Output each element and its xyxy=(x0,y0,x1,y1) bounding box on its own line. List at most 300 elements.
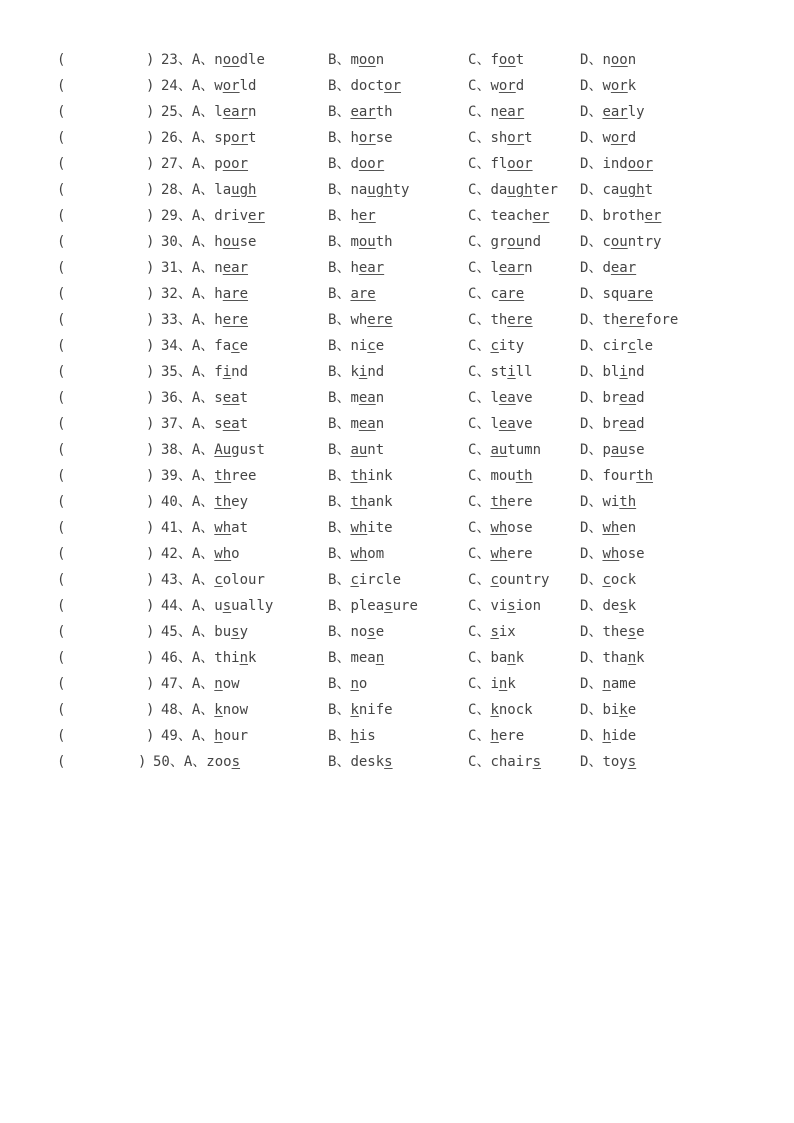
word-suffix: e xyxy=(239,338,249,354)
underlined-letters: ugh xyxy=(231,182,257,198)
option-letter: B xyxy=(328,572,337,588)
word-prefix: thi xyxy=(214,650,240,666)
word-suffix: ree xyxy=(231,468,257,484)
option-c xyxy=(468,414,533,434)
separator: 、 xyxy=(336,754,351,770)
question-row xyxy=(0,544,794,570)
answer-blank-close: ) xyxy=(146,546,155,562)
option-letter: D xyxy=(580,676,589,692)
word-prefix: n xyxy=(214,260,223,276)
option-b xyxy=(328,128,393,148)
word-suffix: e xyxy=(627,702,637,718)
word-prefix: l xyxy=(490,416,499,432)
question-number: 36 xyxy=(161,390,178,406)
answer-blank-close: ) xyxy=(138,754,147,770)
option-a xyxy=(161,414,248,434)
option-word xyxy=(602,234,661,250)
separator: 、 xyxy=(177,208,192,224)
answer-blank-close: ) xyxy=(146,338,155,354)
option-b xyxy=(328,284,376,304)
separator: 、 xyxy=(476,754,491,770)
option-c xyxy=(468,388,533,408)
option-b xyxy=(328,596,418,616)
option-letter: A xyxy=(191,702,201,718)
word-prefix: bl xyxy=(602,364,620,380)
option-letter: B xyxy=(328,208,337,224)
word-prefix: desk xyxy=(350,754,385,770)
option-word xyxy=(214,390,248,406)
option-word xyxy=(214,364,248,380)
underlined-letters: s xyxy=(231,624,240,640)
separator: 、 xyxy=(588,78,603,94)
option-b xyxy=(328,362,384,382)
option-word xyxy=(214,104,256,120)
option-d xyxy=(580,362,645,382)
question-number: 37 xyxy=(161,416,178,432)
option-d xyxy=(580,414,645,434)
underlined-letters: wh xyxy=(602,520,620,536)
underlined-letters: s xyxy=(532,754,542,770)
word-suffix: fore xyxy=(644,312,679,328)
option-word xyxy=(490,390,532,406)
option-letter: D xyxy=(580,260,589,276)
separator: 、 xyxy=(336,624,351,640)
word-prefix: fl xyxy=(490,156,508,172)
option-word xyxy=(214,520,248,536)
word-suffix: th xyxy=(375,104,393,120)
option-letter: D xyxy=(580,182,589,198)
answer-blank-close: ) xyxy=(146,728,155,744)
option-letter: B xyxy=(328,442,337,458)
option-letter: D xyxy=(580,572,589,588)
option-d xyxy=(580,336,653,356)
separator: 、 xyxy=(588,676,603,692)
word-suffix: ion xyxy=(515,598,542,614)
word-suffix: ter xyxy=(532,182,558,198)
answer-blank-open: ( xyxy=(57,130,66,146)
underlined-letters: s xyxy=(619,598,628,614)
option-letter: D xyxy=(580,624,589,640)
separator: 、 xyxy=(588,572,603,588)
option-word xyxy=(490,260,532,276)
option-letter: A xyxy=(191,546,201,562)
word-suffix: e xyxy=(636,624,645,640)
option-letter: A xyxy=(191,208,201,224)
option-word xyxy=(350,572,401,588)
word-suffix: nt xyxy=(367,442,385,458)
separator: 、 xyxy=(476,702,491,718)
option-word xyxy=(214,416,248,432)
underlined-letters: are xyxy=(350,286,376,302)
underlined-letters: s xyxy=(490,624,499,640)
separator: 、 xyxy=(169,754,184,770)
separator: 、 xyxy=(177,130,192,146)
option-letter: A xyxy=(191,494,201,510)
option-d xyxy=(580,570,636,590)
separator: 、 xyxy=(177,338,192,354)
word-suffix: d xyxy=(636,390,645,406)
word-suffix: o xyxy=(231,546,240,562)
option-word xyxy=(602,624,644,640)
word-suffix: n xyxy=(375,416,385,432)
option-word xyxy=(490,312,532,328)
option-c xyxy=(468,180,558,200)
underlined-letters: Au xyxy=(214,442,232,458)
option-b xyxy=(328,492,393,512)
option-letter: C xyxy=(468,520,477,536)
separator: 、 xyxy=(336,338,351,354)
word-suffix: ll xyxy=(515,364,533,380)
option-word xyxy=(214,78,256,94)
question-number: 44 xyxy=(161,598,178,614)
option-letter: D xyxy=(580,442,589,458)
word-prefix: h xyxy=(214,234,223,250)
option-a xyxy=(161,232,256,252)
answer-blank-open: ( xyxy=(57,156,66,172)
word-suffix: ve xyxy=(515,416,533,432)
word-suffix: t xyxy=(644,182,654,198)
option-letter: D xyxy=(580,390,589,406)
underlined-letters: er xyxy=(644,208,662,224)
separator: 、 xyxy=(336,130,351,146)
option-b xyxy=(328,466,393,486)
question-number: 42 xyxy=(161,546,178,562)
option-letter: C xyxy=(468,494,477,510)
word-prefix: na xyxy=(350,182,368,198)
option-word xyxy=(490,416,532,432)
option-word xyxy=(602,598,636,614)
word-suffix: ircle xyxy=(358,572,402,588)
option-word xyxy=(350,702,392,718)
word-suffix: ame xyxy=(610,676,637,692)
underlined-letters: h xyxy=(490,728,499,744)
option-b xyxy=(328,752,393,772)
option-letter: A xyxy=(191,182,201,198)
word-suffix: ld xyxy=(239,78,257,94)
option-word xyxy=(214,312,248,328)
option-d xyxy=(580,388,645,408)
option-a xyxy=(161,440,265,460)
word-suffix: nife xyxy=(358,702,393,718)
option-letter: B xyxy=(328,598,337,614)
question-number: 41 xyxy=(161,520,178,536)
separator: 、 xyxy=(476,676,491,692)
answer-blank-open: ( xyxy=(57,364,66,380)
option-word xyxy=(602,364,644,380)
option-b xyxy=(328,154,384,174)
separator: 、 xyxy=(200,338,215,354)
underlined-letters: oor xyxy=(222,156,249,172)
option-a xyxy=(161,596,273,616)
option-letter: D xyxy=(580,728,589,744)
word-suffix: t xyxy=(239,390,249,406)
question-row xyxy=(0,648,794,674)
option-letter: C xyxy=(468,208,477,224)
underlined-letters: are xyxy=(627,286,654,302)
separator: 、 xyxy=(476,546,491,562)
option-word xyxy=(490,598,541,614)
question-row xyxy=(0,336,794,362)
option-letter: A xyxy=(191,286,201,302)
word-prefix: n xyxy=(602,52,611,68)
option-d xyxy=(580,232,661,252)
option-letter: B xyxy=(328,104,337,120)
option-d xyxy=(580,206,661,226)
separator: 、 xyxy=(336,520,351,536)
separator: 、 xyxy=(588,728,603,744)
option-word xyxy=(350,338,384,354)
separator: 、 xyxy=(177,312,192,328)
separator: 、 xyxy=(588,702,603,718)
separator: 、 xyxy=(200,624,215,640)
option-b xyxy=(328,232,393,252)
question-row xyxy=(0,752,794,778)
answer-blank-close: ) xyxy=(146,416,155,432)
underlined-letters: ear xyxy=(222,104,249,120)
question-number: 45 xyxy=(161,624,178,640)
option-a xyxy=(161,336,248,356)
underlined-letters: c xyxy=(627,338,637,354)
option-c xyxy=(468,440,541,460)
underlined-letters: th xyxy=(490,494,508,510)
option-letter: A xyxy=(191,156,201,172)
word-suffix: olour xyxy=(222,572,265,588)
question-row xyxy=(0,232,794,258)
word-suffix: gust xyxy=(231,442,265,458)
word-suffix: ere xyxy=(507,494,533,510)
underlined-letters: n xyxy=(214,676,223,692)
option-c xyxy=(468,76,524,96)
underlined-letters: th xyxy=(350,468,368,484)
option-letter: B xyxy=(328,130,337,146)
word-prefix: zoo xyxy=(206,754,232,770)
underlined-letters: i xyxy=(222,364,232,380)
word-suffix: ere xyxy=(498,728,525,744)
separator: 、 xyxy=(200,78,215,94)
option-letter: A xyxy=(191,312,201,328)
option-letter: D xyxy=(580,520,589,536)
option-letter: B xyxy=(328,624,337,640)
underlined-letters: c xyxy=(350,572,359,588)
underlined-letters: or xyxy=(231,130,249,146)
option-word xyxy=(490,572,549,588)
option-b xyxy=(328,622,384,642)
underlined-letters: ou xyxy=(507,234,525,250)
underlined-letters: n xyxy=(627,650,637,666)
separator: 、 xyxy=(588,416,603,432)
option-letter: B xyxy=(328,416,337,432)
word-suffix: se xyxy=(627,442,645,458)
separator: 、 xyxy=(177,390,192,406)
question-row xyxy=(0,310,794,336)
option-word xyxy=(206,754,240,770)
question-list xyxy=(0,50,794,778)
underlined-letters: oo xyxy=(498,52,516,68)
word-suffix: ow xyxy=(222,676,240,692)
option-letter: C xyxy=(468,728,477,744)
option-word xyxy=(602,520,636,536)
separator: 、 xyxy=(200,702,215,718)
separator: 、 xyxy=(336,728,351,744)
option-word xyxy=(602,468,653,484)
underlined-letters: au xyxy=(490,442,508,458)
option-a xyxy=(161,570,265,590)
option-letter: D xyxy=(580,78,589,94)
option-c xyxy=(468,102,524,122)
separator: 、 xyxy=(200,390,215,406)
option-a xyxy=(161,726,248,746)
option-c xyxy=(468,622,516,642)
word-prefix: n xyxy=(214,52,223,68)
option-word xyxy=(350,520,392,536)
underlined-letters: oo xyxy=(358,52,376,68)
option-letter: B xyxy=(328,286,337,302)
word-suffix: ntry xyxy=(627,234,662,250)
word-prefix: u xyxy=(214,598,223,614)
option-b xyxy=(328,50,384,70)
option-word xyxy=(350,182,409,198)
word-suffix: k xyxy=(636,650,645,666)
underlined-letters: c xyxy=(214,572,223,588)
option-a xyxy=(161,700,248,720)
question-number: 24 xyxy=(161,78,178,94)
underlined-letters: ea xyxy=(619,416,637,432)
separator: 、 xyxy=(476,338,491,354)
word-suffix: ose xyxy=(507,520,533,536)
option-letter: D xyxy=(580,104,589,120)
option-letter: D xyxy=(580,312,589,328)
option-letter: A xyxy=(191,442,201,458)
separator: 、 xyxy=(588,156,603,172)
underlined-letters: wh xyxy=(214,520,232,536)
option-word xyxy=(350,598,417,614)
option-letter: B xyxy=(328,650,337,666)
answer-blank-close: ) xyxy=(146,390,155,406)
separator: 、 xyxy=(588,624,603,640)
word-suffix: ey xyxy=(231,494,249,510)
option-c xyxy=(468,518,533,538)
option-word xyxy=(490,208,549,224)
underlined-letters: wh xyxy=(214,546,232,562)
separator: 、 xyxy=(336,156,351,172)
option-word xyxy=(602,416,644,432)
option-word xyxy=(490,130,532,146)
answer-blank-open: ( xyxy=(57,416,66,432)
underlined-letters: s xyxy=(627,624,637,640)
option-c xyxy=(468,258,533,278)
word-suffix: ite xyxy=(367,520,393,536)
separator: 、 xyxy=(200,520,215,536)
separator: 、 xyxy=(177,104,192,120)
question-row xyxy=(0,154,794,180)
option-d xyxy=(580,76,636,96)
word-suffix: now xyxy=(222,702,249,718)
option-letter: A xyxy=(191,260,201,276)
option-word xyxy=(350,260,384,276)
option-letter: D xyxy=(580,754,589,770)
word-prefix: br xyxy=(602,390,620,406)
separator: 、 xyxy=(588,338,603,354)
option-word xyxy=(350,156,384,172)
option-a xyxy=(161,76,256,96)
option-b xyxy=(328,336,384,356)
question-row xyxy=(0,128,794,154)
option-word xyxy=(214,546,239,562)
underlined-letters: ea xyxy=(498,390,516,406)
separator: 、 xyxy=(336,676,351,692)
option-letter: A xyxy=(191,390,201,406)
word-suffix: ink xyxy=(367,468,393,484)
word-prefix: bi xyxy=(602,702,620,718)
separator: 、 xyxy=(177,494,192,510)
word-suffix: ank xyxy=(367,494,393,510)
question-row xyxy=(0,440,794,466)
underlined-letters: ere xyxy=(619,312,645,328)
answer-blank-close: ) xyxy=(146,52,155,68)
word-prefix: cir xyxy=(602,338,628,354)
option-word xyxy=(350,468,392,484)
separator: 、 xyxy=(200,208,215,224)
underlined-letters: th xyxy=(214,468,232,484)
option-word xyxy=(350,104,392,120)
question-number: 40 xyxy=(161,494,178,510)
option-word xyxy=(602,728,636,744)
option-a xyxy=(161,206,265,226)
option-letter: D xyxy=(580,52,589,68)
underlined-letters: i xyxy=(619,364,628,380)
separator: 、 xyxy=(177,260,192,276)
option-word xyxy=(602,676,636,692)
option-word xyxy=(602,130,636,146)
word-prefix: w xyxy=(490,78,499,94)
separator: 、 xyxy=(588,364,603,380)
separator: 、 xyxy=(177,624,192,640)
option-word xyxy=(214,728,248,744)
underlined-letters: wh xyxy=(350,546,368,562)
answer-blank-close: ) xyxy=(146,650,155,666)
word-suffix: en xyxy=(619,520,637,536)
option-letter: C xyxy=(468,702,477,718)
word-suffix: t xyxy=(515,52,525,68)
word-suffix: our xyxy=(222,728,249,744)
underlined-letters: ear xyxy=(222,260,249,276)
option-letter: C xyxy=(468,156,477,172)
option-letter: C xyxy=(468,364,477,380)
option-letter: C xyxy=(468,468,477,484)
option-letter: B xyxy=(328,78,337,94)
question-number: 30 xyxy=(161,234,178,250)
separator: 、 xyxy=(200,572,215,588)
word-suffix: nd xyxy=(524,234,542,250)
underlined-letters: ugh xyxy=(507,182,533,198)
word-prefix: sp xyxy=(214,130,232,146)
separator: 、 xyxy=(588,390,603,406)
option-letter: C xyxy=(468,104,477,120)
answer-blank-close: ) xyxy=(146,286,155,302)
word-suffix: nock xyxy=(498,702,533,718)
option-word xyxy=(490,702,532,718)
option-word xyxy=(490,286,524,302)
option-letter: C xyxy=(468,546,477,562)
option-word xyxy=(350,676,367,692)
option-word xyxy=(602,494,636,510)
answer-blank-open: ( xyxy=(57,754,66,770)
option-a xyxy=(161,674,240,694)
option-word xyxy=(602,754,636,770)
option-word xyxy=(602,442,644,458)
option-c xyxy=(468,544,533,564)
word-suffix: t xyxy=(239,416,249,432)
